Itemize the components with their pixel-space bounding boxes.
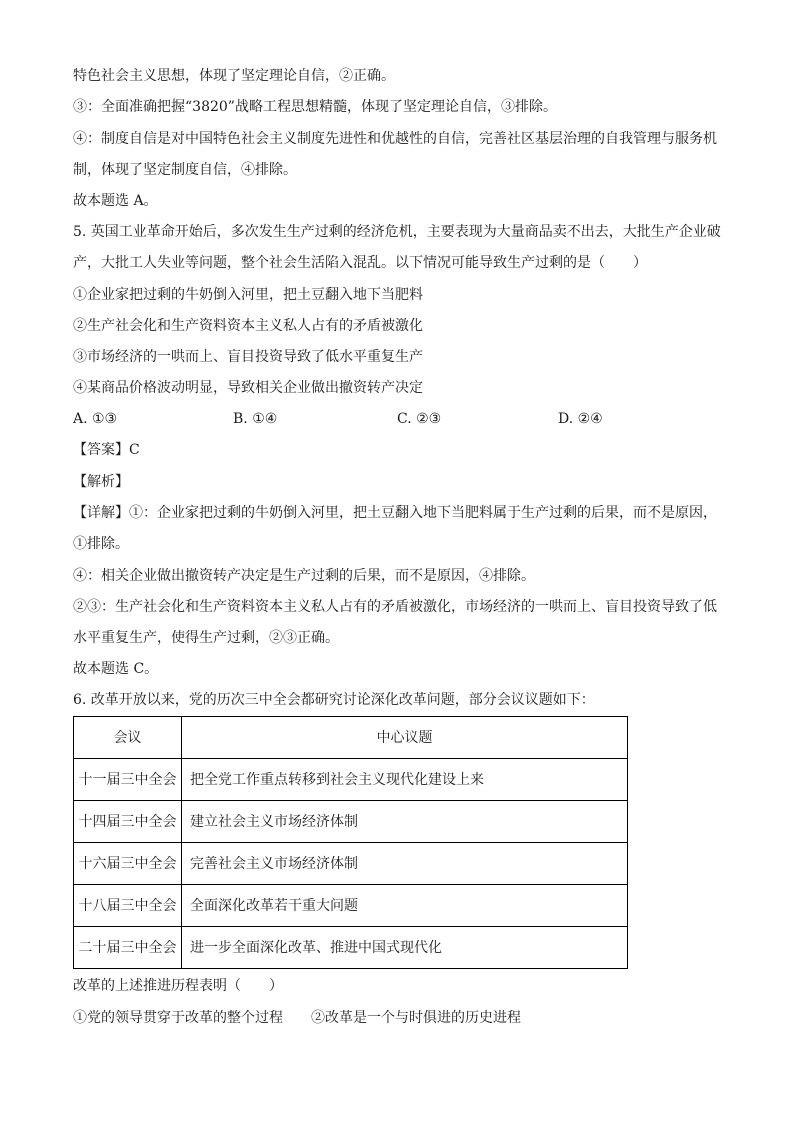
table-row — [74, 801, 628, 843]
text-line: ④：制度自信是对中国特色社会主义制度先进性和优越性的自信，完善社区基层治理的自我管理与服务机 — [73, 131, 717, 147]
meeting-cell: 十六届三中全会 — [74, 843, 182, 885]
detail-line — [73, 503, 717, 523]
meeting-cell: 十四届三中全会 — [74, 801, 182, 843]
detail-line: ①排除。 — [73, 536, 129, 552]
topic-cell: 建立社会主义市场经济体制 — [182, 801, 628, 843]
topic-cell: 完善社会主义市场经济体制 — [182, 843, 628, 885]
meetings-table — [73, 716, 628, 969]
table-row — [74, 843, 628, 885]
question-5-stem-cont: 产，大批工人失业等问题，整个社会生活陷入混乱。以下情况可能导致生产过剩的是（ ） — [73, 255, 647, 271]
table-header-cell: 中心议题 — [182, 717, 628, 759]
topic-cell: 全面深化改革若干重大问题 — [182, 885, 628, 927]
choice-c: C. ②③ — [397, 411, 442, 427]
meeting-cell: 十八届三中全会 — [74, 885, 182, 927]
analysis-line — [73, 472, 129, 492]
question-6-prompt: 改革的上述推进历程表明（ ） — [73, 978, 283, 994]
topic-cell: 进一步全面深化改革、推进中国式现代化 — [182, 927, 628, 969]
question-5-option-3: ③市场经济的一哄而上、盲目投资导致了低水平重复生产 — [73, 349, 423, 365]
detail-text: ①：企业家把过剩的牛奶倒入河里，把土豆翻入地下当肥料属于生产过剩的后果，而不是原因， — [129, 505, 717, 521]
topic-cell: 把全党工作重点转移到社会主义现代化建设上来 — [182, 759, 628, 801]
conclusion-line: 故本题选 C。 — [73, 661, 159, 677]
meeting-cell: 十一届三中全会 — [74, 759, 182, 801]
question-5-option-4: ④某商品价格波动明显，导致相关企业做出撤资转产决定 — [73, 380, 423, 396]
table-row — [74, 885, 628, 927]
choice-b: B. ①④ — [233, 411, 278, 427]
choice-a: A. ①③ — [73, 411, 118, 427]
answer-line — [73, 440, 140, 460]
detail-line: 水平重复生产，使得生产过剩，②③正确。 — [73, 630, 339, 646]
text-line: ③：全面准确把握“3820”战略工程思想精髓，体现了坚定理论自信，③排除。 — [73, 99, 557, 115]
question-5-option-2: ②生产社会化和生产资料资本主义私人占有的矛盾被激化 — [73, 318, 423, 334]
question-5-option-1: ①企业家把过剩的牛奶倒入河里，把土豆翻入地下当肥料 — [73, 287, 423, 303]
question-5-stem: 5. 英国工业革命开始后，多次发生生产过剩的经济危机，主要表现为大量商品卖不出去，大批生产企业破 — [73, 224, 721, 240]
answer-value: C — [129, 442, 140, 458]
table-header-row — [74, 717, 628, 759]
choice-d: D. ②④ — [558, 411, 603, 427]
table-header-cell: 会议 — [74, 717, 182, 759]
text-line: 特色社会主义思想，体现了坚定理论自信，②正确。 — [73, 68, 395, 84]
analysis-tag: 【解析】 — [73, 474, 129, 490]
meeting-cell: 二十届三中全会 — [74, 927, 182, 969]
detail-line: ②③：生产社会化和生产资料资本主义私人占有的矛盾被激化，市场经济的一哄而上、盲目投资导致了低 — [73, 599, 717, 615]
question-5-choices — [73, 409, 633, 429]
text-line: 制，体现了坚定制度自信，④排除。 — [73, 162, 297, 178]
conclusion-line: 故本题选 A。 — [73, 193, 158, 209]
table-row — [74, 927, 628, 969]
detail-line: ④：相关企业做出撤资转产决定是生产过剩的后果，而不是原因，④排除。 — [73, 568, 535, 584]
question-6-options: ①党的领导贯穿于改革的整个过程 ②改革是一个与时俱进的历史进程 — [73, 1010, 521, 1026]
table-row — [74, 759, 628, 801]
question-6-stem: 6. 改革开放以来，党的历次三中全会都研究讨论深化改革问题，部分会议议题如下： — [73, 692, 595, 708]
detail-tag: 【详解】 — [73, 505, 129, 521]
answer-tag: 【答案】 — [73, 442, 129, 458]
